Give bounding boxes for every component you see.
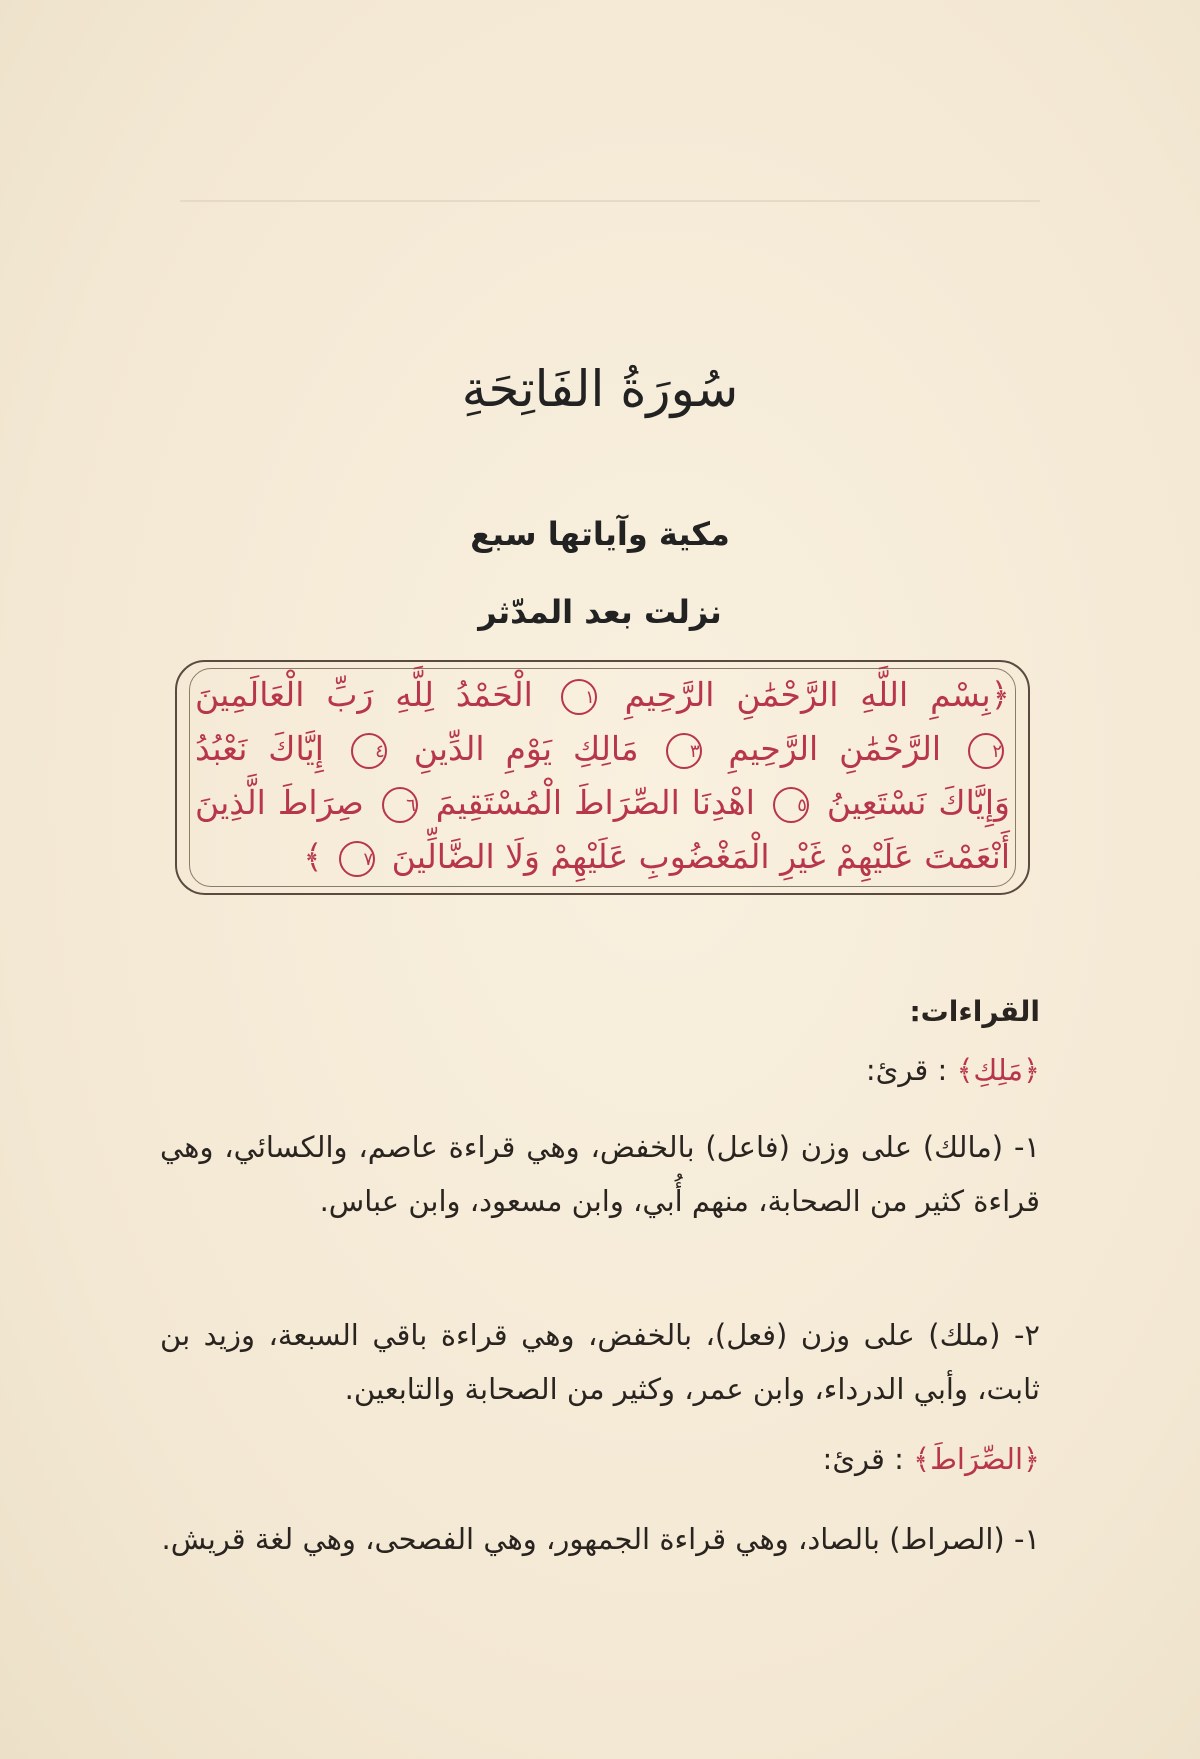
ayah-number-icon: ٣ bbox=[666, 733, 702, 769]
reading-paragraph: ٢- (ملك) على وزن (فعل)، بالخفض، وهي قراءة باقي السبعة، وزيد بن ثابت، وأبي الدرداء، وابن عمر، وكثير من الصحابة والتابعين. bbox=[160, 1318, 1040, 1406]
surah-subtitle-meccan: مكية وآياتها سبع bbox=[470, 515, 730, 553]
readings-heading: القراءات: bbox=[909, 995, 1040, 1028]
ayah-number-icon: ٢ bbox=[968, 733, 1004, 769]
ayah-number-icon: ٥ bbox=[773, 787, 809, 823]
verse-line: ٢ الرَّحْمَٰنِ الرَّحِيمِ ٣ مَالِكِ يَوْمِ الدِّينِ ٤ إِيَّاكَ نَعْبُدُ bbox=[195, 729, 1003, 768]
verse-line: وَإِيَّاكَ نَسْتَعِينُ ٥ اهْدِنَا الصِّرَاطَ الْمُسْتَقِيمَ ٦ صِرَاطَ الَّذِينَ bbox=[195, 783, 1010, 822]
verse-line: أَنْعَمْتَ عَلَيْهِمْ غَيْرِ الْمَغْضُوبِ عَلَيْهِمْ وَلَا الضَّالِّينَ ٧ ﴾ bbox=[303, 837, 1010, 876]
ayah-number-icon: ٧ bbox=[339, 841, 375, 877]
reading-paragraph: ١- (الصراط) بالصاد، وهي قراءة الجمهور، وهي الفصحى، وهي لغة قريش. bbox=[161, 1522, 1040, 1556]
ayah-number-icon: ١ bbox=[561, 679, 597, 715]
verses-text bbox=[195, 668, 1010, 884]
reading-word-sirat: ﴿الصِّرَاطَ﴾ : قرئ: bbox=[822, 1442, 1040, 1476]
header-rule-bleedthrough bbox=[180, 200, 1040, 202]
verse-line: ﴿بِسْمِ اللَّهِ الرَّحْمَٰنِ الرَّحِيمِ ١ الْحَمْدُ لِلَّهِ رَبِّ الْعَالَمِينَ bbox=[195, 675, 1010, 714]
surah-subtitle-revelation: نزلت بعد المدّثر bbox=[478, 593, 722, 631]
ayah-number-icon: ٦ bbox=[382, 787, 418, 823]
surah-title: سُورَةُ الفَاتِحَةِ bbox=[461, 360, 739, 418]
reading-word-malik: ﴿مَلِكِ﴾ : قرئ: bbox=[865, 1053, 1040, 1087]
reading-paragraph: ١- (مالك) على وزن (فاعل) بالخفض، وهي قراءة عاصم، والكسائي، وهي قراءة كثير من الصحابة، منهم أُبي، وابن مسعود، وابن عباس. bbox=[160, 1130, 1040, 1218]
ayah-number-icon: ٤ bbox=[351, 733, 387, 769]
